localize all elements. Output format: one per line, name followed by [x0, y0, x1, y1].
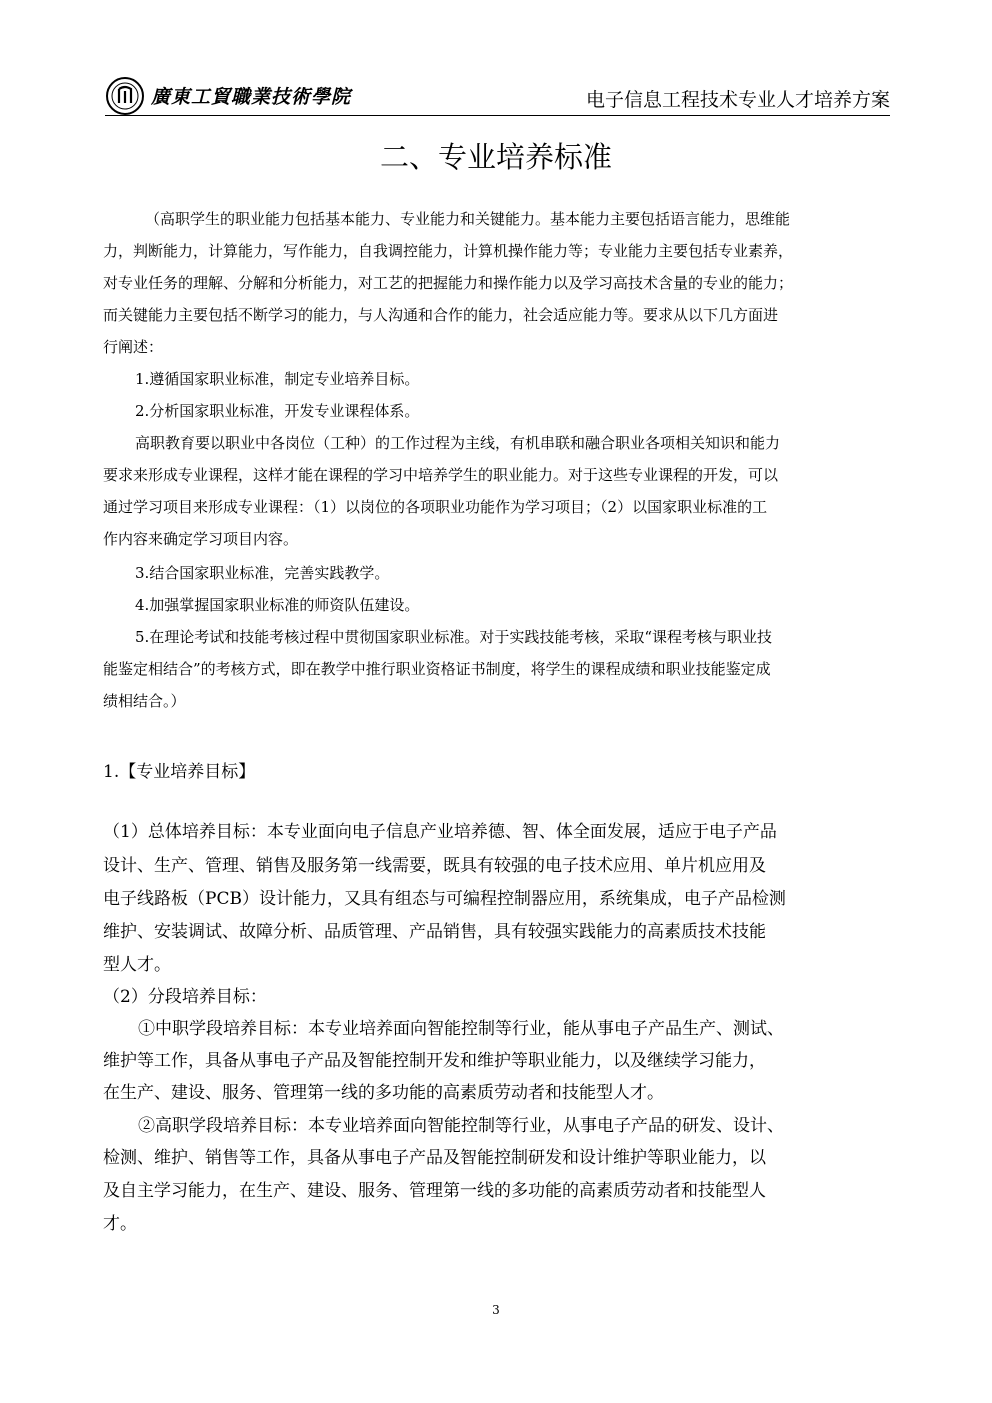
- detail-line: 要求来形成专业课程，这样才能在课程的学习中培养学生的职业能力。对于这些专业课程的开发，可以: [103, 466, 779, 484]
- goal-line: 设计、生产、管理、销售及服务第一线需要，既具有较强的电子技术应用、单片机应用及: [103, 856, 766, 876]
- page-header: [105, 70, 890, 116]
- goal-line: 及自主学习能力，在生产、建设、服务、管理第一线的多功能的高素质劳动者和技能型人: [103, 1181, 766, 1201]
- goal-line: ②高职学段培养目标：本专业培养面向智能控制等行业，从事电子产品的研发、设计、: [138, 1116, 784, 1136]
- list-item: 1.遵循国家职业标准，制定专业培养目标。: [135, 370, 420, 388]
- list-item: 2.分析国家职业标准，开发专业课程体系。: [135, 402, 420, 420]
- detail-line: 作内容来确定学习项目内容。: [103, 530, 299, 548]
- page-title: 二、专业培养标准: [379, 140, 612, 174]
- list-item: 3.结合国家职业标准，完善实践教学。: [135, 564, 390, 582]
- detail-line: 通过学习项目来形成专业课程：（1）以岗位的各项职业功能作为学习项目；（2）以国家职业标准的工: [103, 498, 768, 516]
- goal-line: 型人才。: [103, 955, 171, 975]
- intro-line: 对专业任务的理解、分解和分析能力，对工艺的把握能力和操作能力以及学习高技术含量的专业的能力；: [103, 274, 794, 292]
- goal-line: 检测、维护、销售等工作，具备从事电子产品及智能控制研发和设计维护等职业能力，以: [103, 1148, 766, 1168]
- intro-line: （高职学生的职业能力包括基本能力、专业能力和关键能力。基本能力主要包括语言能力，思维能: [145, 210, 791, 228]
- detail-line: 高职教育要以职业中各岗位（工种）的工作过程为主线，有机串联和融合职业各项相关知识和能力: [135, 434, 781, 452]
- list-item: 5.在理论考试和技能考核过程中贯彻国家职业标准。对于实践技能考核，采取“课程考核与职业技: [135, 628, 772, 646]
- goal-line: （1）总体培养目标：本专业面向电子信息产业培养德、智、体全面发展，适应于电子产品: [103, 822, 777, 842]
- intro-line: 而关键能力主要包括不断学习的能力，与人沟通和合作的能力，社会适应能力等。要求从以下几方面进: [103, 306, 779, 324]
- goal-line: 电子线路板（PCB）设计能力，又具有组态与可编程控制器应用，系统集成，电子产品检测: [103, 889, 786, 909]
- list-item: 能鉴定相结合”的考核方式，即在教学中推行职业资格证书制度，将学生的课程成绩和职业技能鉴定成: [103, 660, 771, 678]
- list-item: 4.加强掌握国家职业标准的师资队伍建设。: [135, 596, 420, 614]
- goal-line: 维护、安装调试、故障分析、品质管理、产品销售，具有较强实践能力的高素质技术技能: [103, 922, 766, 942]
- institution-name: 廣東工貿職業技術學院: [151, 86, 352, 108]
- section-heading: 1.【专业培养目标】: [103, 762, 256, 782]
- intro-line: 行阐述：: [103, 338, 164, 356]
- stage-heading: （2）分段培养目标：: [103, 987, 267, 1007]
- goal-line: 维护等工作，具备从事电子产品及智能控制开发和维护等职业能力，以及继续学习能力，: [103, 1051, 766, 1071]
- goal-line: 才。: [103, 1214, 137, 1234]
- intro-line: 力，判断能力，计算能力，写作能力，自我调控能力，计算机操作能力等；专业能力主要包括专业素养，: [103, 242, 794, 260]
- goal-line: ①中职学段培养目标：本专业培养面向智能控制等行业，能从事电子产品生产、测试、: [138, 1019, 784, 1039]
- page-number: 3: [492, 1303, 500, 1317]
- list-item: 绩相结合。）: [103, 692, 186, 710]
- goal-line: 在生产、建设、服务、管理第一线的多功能的高素质劳动者和技能型人才。: [103, 1083, 664, 1103]
- document-title: 电子信息工程技术专业人才培养方案: [585, 89, 890, 111]
- college-logo-icon: [105, 76, 145, 116]
